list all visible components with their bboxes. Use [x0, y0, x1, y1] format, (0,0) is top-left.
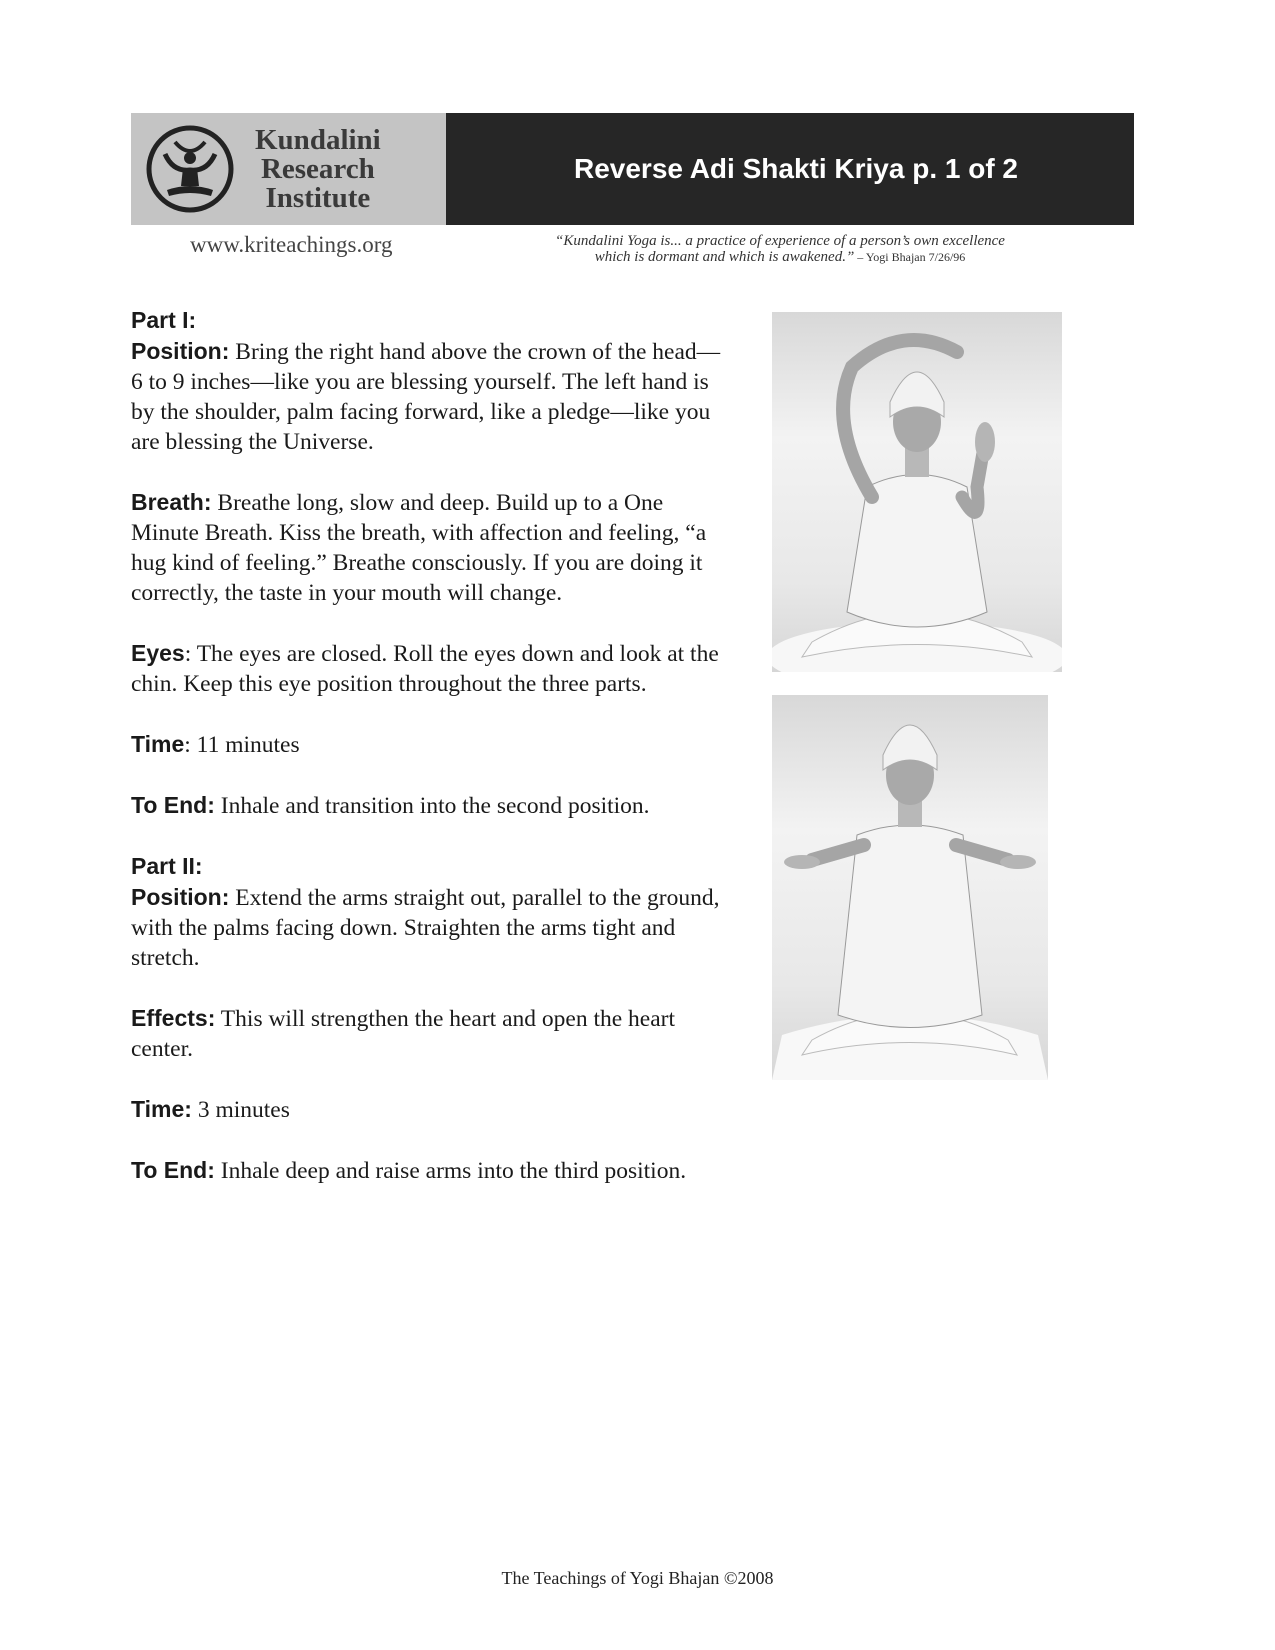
pose-2-photo [772, 695, 1048, 1080]
pose-2-figure [772, 695, 1048, 1080]
part-1-eyes [131, 638, 721, 699]
part-2-end [131, 1155, 721, 1186]
part-2-position [131, 882, 721, 973]
org-name-line: Institute [265, 181, 371, 214]
part-1-end [131, 790, 721, 821]
org-name-line: Research [260, 152, 375, 185]
part-1-time [131, 729, 721, 760]
eyes-text: : The eyes are closed. Roll the eyes down and look at the chin. Keep this eye position throughout the three parts. [131, 641, 719, 697]
effects-text: This will strengthen the heart and open the heart center. [131, 1006, 675, 1062]
part-2-heading: Part II: [131, 853, 203, 879]
position-label: Position: [131, 884, 230, 910]
end-label: To End: [131, 792, 215, 818]
quote-attribution: – Yogi Bhajan 7/26/96 [854, 250, 966, 264]
eyes-label: Eyes [131, 640, 185, 666]
part-1-position [131, 336, 721, 457]
part-2-time [131, 1094, 721, 1125]
kri-logo-icon [145, 124, 235, 214]
website-link[interactable]: www.kriteachings.org [190, 232, 393, 257]
part-2-effects [131, 1003, 721, 1064]
time-label: Time: [131, 1096, 192, 1122]
part-heading [131, 305, 721, 336]
quote-text: which is dormant and which is awakened.” [594, 249, 855, 265]
page-title: Reverse Adi Shakti Kriya p. 1 of 2 [573, 153, 1019, 184]
time-label: Time [131, 731, 185, 757]
end-text: Inhale deep and raise arms into the third position. [214, 1158, 687, 1184]
end-label: To End: [131, 1157, 215, 1183]
time-text: : 11 minutes [184, 732, 300, 758]
position-label: Position: [131, 338, 230, 364]
pose-1-figure [772, 312, 1062, 672]
effects-label: Effects: [131, 1005, 216, 1031]
org-name-line: Kundalini [255, 123, 381, 156]
logo-block [131, 113, 446, 225]
pose-1-photo [772, 312, 1062, 672]
time-text: 3 minutes [191, 1097, 290, 1123]
quote-line: “Kundalini Yoga is... a practice of experience of a person’s own excellence [555, 233, 1005, 249]
org-name [255, 123, 381, 214]
breath-label: Breath: [131, 489, 212, 515]
part-1-breath [131, 487, 721, 608]
footer-copyright: The Teachings of Yogi Bhajan ©2008 [501, 1568, 774, 1588]
part-heading [131, 851, 721, 882]
header-banner [131, 113, 1134, 225]
position-text: Extend the arms straight out, parallel to the ground, with the palms facing down. Straighten the arms tight and stretch. [131, 885, 720, 971]
quote [520, 233, 1040, 265]
breath-text: Breathe long, slow and deep. Build up to a One Minute Breath. Kiss the breath, with affection and feeling, “a hug kind of feeling.” Breathe consciously. If you are doing it correctly, the taste in your mouth will change. [131, 490, 707, 606]
end-text: Inhale and transition into the second position. [214, 793, 650, 819]
position-text: Bring the right hand above the crown of the head—6 to 9 inches—like you are blessing yourself. The left hand is by the shoulder, palm facing forward, like a pledge—like you are blessing the Universe. [131, 339, 721, 455]
instructions [131, 305, 721, 1216]
quote-line-2 [520, 249, 1040, 265]
part-1-heading: Part I: [131, 307, 197, 333]
title-block [446, 113, 1134, 225]
